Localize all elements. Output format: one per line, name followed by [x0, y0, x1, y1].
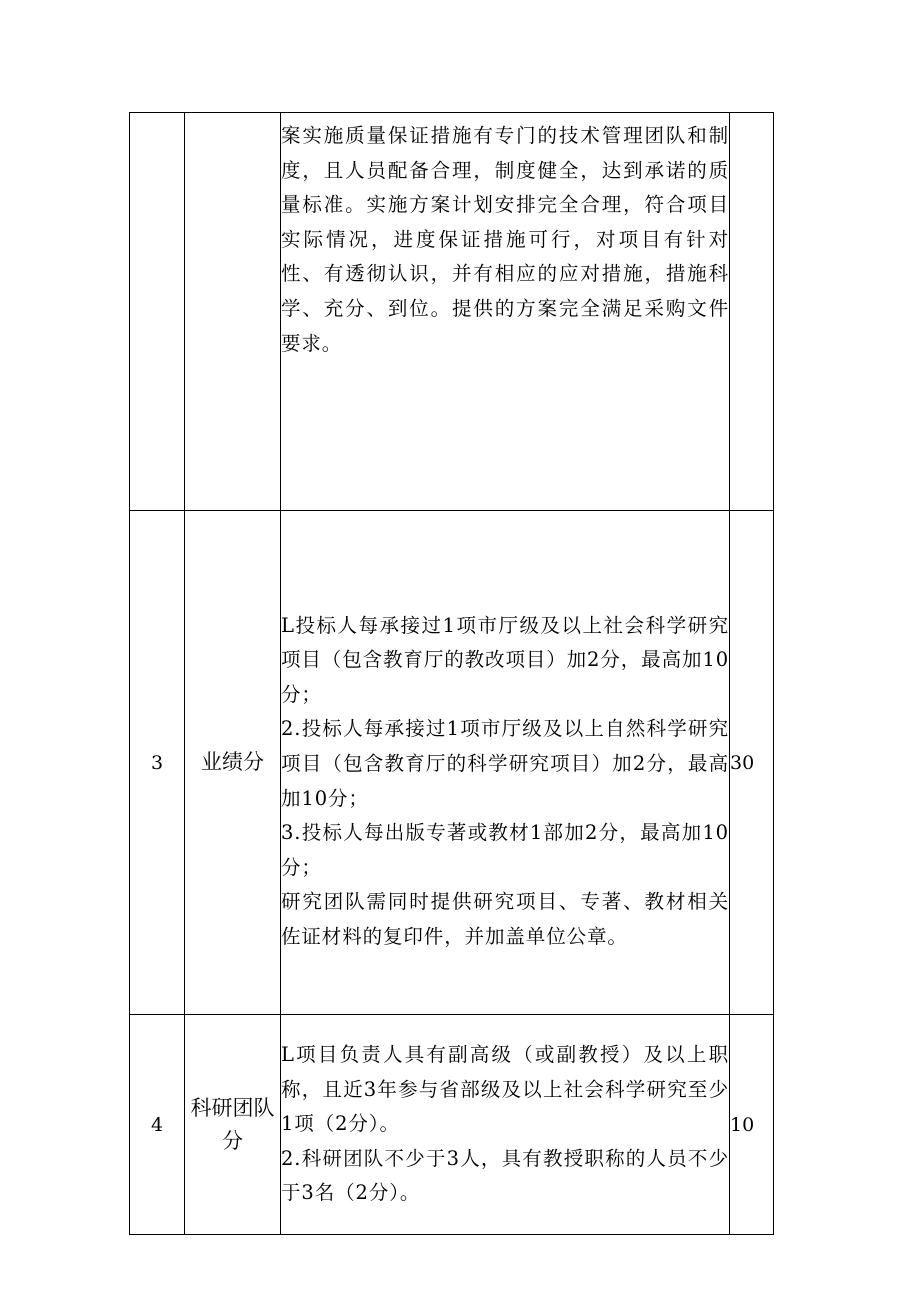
row-criteria	[281, 1015, 730, 1235]
row-score: 30	[730, 511, 774, 1015]
row-score: 10	[730, 1015, 774, 1235]
criteria-paragraph: 2.科研团队不少于3人，具有教授职称的人员不少于3名（2分）。	[281, 1146, 729, 1205]
table-row	[130, 511, 774, 1015]
scoring-table	[129, 112, 774, 1235]
criteria-paragraph: L项目负责人具有副高级（或副教授）及以上职称，且近3年参与省部级及以上社会科学研究至少1项（2分）。	[281, 1043, 729, 1136]
row-criteria	[281, 511, 730, 1015]
criteria-paragraph: 2.投标人每承接过1项市厅级及以上自然科学研究项目（包含教育厅的科学研究项目）加2分，最高加10分；	[281, 717, 729, 810]
row-criteria	[281, 113, 730, 511]
criteria-paragraph: 案实施质量保证措施有专门的技术管理团队和制度，且人员配备合理，制度健全，达到承诺的质量标准。实施方案计划安排完全合理，符合项目实际情况，进度保证措施可行，对项目有针对性、有透彻认识，并有相应的应对措施，措施科学、充分、到位。提供的方案完全满足采购文件要求。	[281, 124, 729, 355]
row-item-name	[185, 113, 281, 511]
criteria-paragraph: 研究团队需同时提供研究项目、专著、教材相关佐证材料的复印件，并加盖单位公章。	[281, 890, 729, 948]
row-number: 4	[130, 1015, 185, 1235]
criteria-paragraph: L投标人每承接过1项市厅级及以上社会科学研究项目（包含教育厅的教改项目）加2分，最高加10分；	[281, 613, 729, 706]
row-number	[130, 113, 185, 511]
row-number: 3	[130, 511, 185, 1015]
table-row	[130, 1015, 774, 1235]
row-item-name: 业绩分	[185, 511, 281, 1015]
row-score	[730, 113, 774, 511]
row-item-name: 科研团队分	[185, 1015, 281, 1235]
criteria-paragraph: 3.投标人每出版专著或教材1部加2分，最高加10分；	[281, 821, 729, 879]
table-row	[130, 113, 774, 511]
